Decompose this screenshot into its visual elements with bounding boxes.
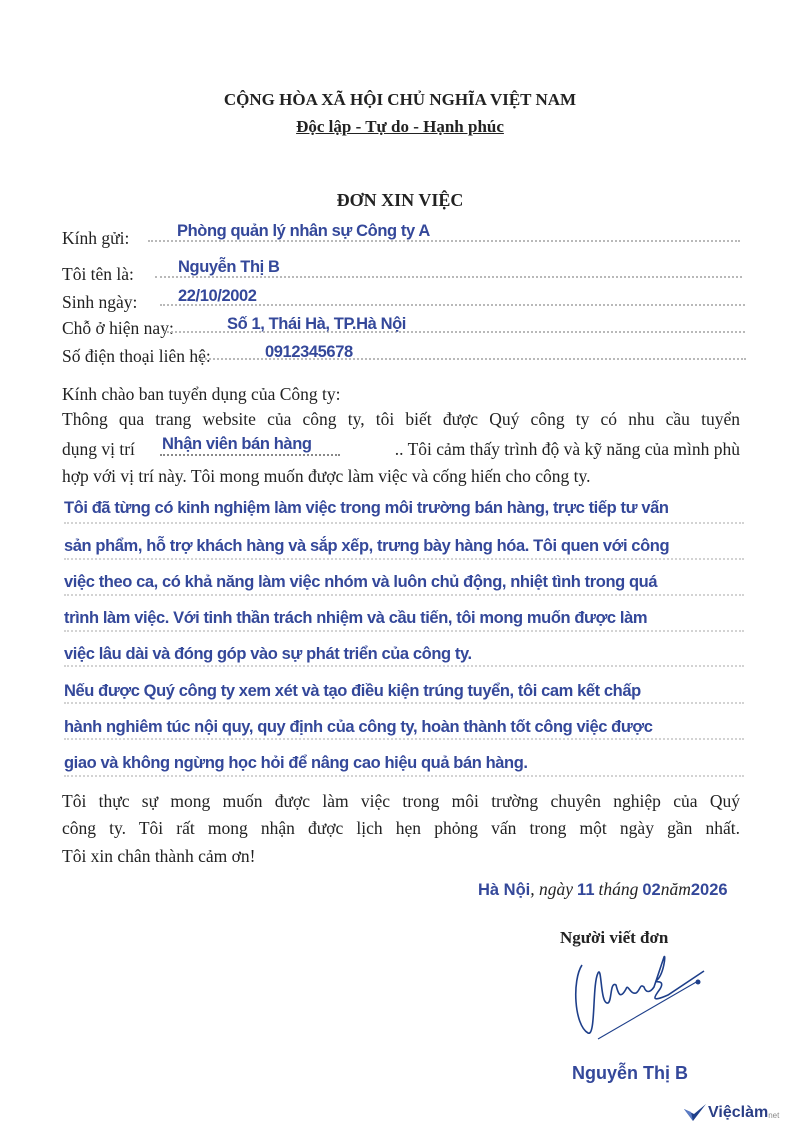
signer-label: Người viết đơn [560,928,669,947]
date-day[interactable]: 11 [577,881,595,899]
intro-line-2-prefix: dụng vị trí [62,439,135,459]
experience-line[interactable]: việc lâu dài và đóng góp vào sự phát triển của công ty. [64,645,472,663]
field-value-address[interactable]: Số 1, Thái Hà, TP.Hà Nội [227,315,406,333]
date-year-label: năm [660,879,691,899]
closing-line: Tôi xin chân thành cảm ơn! [62,846,256,866]
intro-line-3: hợp với vị trí này. Tôi mong muốn được làm việc và cống hiến cho công ty. [62,466,591,486]
field-label-recipient: Kính gửi: [62,228,130,248]
experience-line[interactable]: sản phẩm, hỗ trợ khách hàng và sắp xếp, trưng bày hàng hóa. Tôi quen với công [64,537,670,555]
vieclam-logo [684,1104,779,1122]
date-place[interactable]: Hà Nội [478,881,531,899]
dotted-line [64,522,744,524]
commitment-line[interactable]: giao và không ngừng học hỏi để nâng cao hiệu quả bán hàng. [64,754,528,772]
document-title: ĐƠN XIN VIỆC [336,190,464,210]
date-year[interactable]: 2026 [690,881,728,899]
dotted-line [64,630,744,632]
intro-line-1: Thông qua trang website của công ty, tôi biết được Quý công ty có nhu cầu tuyển [62,409,740,429]
closing-line: Tôi thực sự mong muốn được làm việc trong môi trường chuyên nghiệp của Quý [62,791,740,811]
logo-suffix: net [768,1111,780,1120]
field-value-name[interactable]: Nguyễn Thị B [178,258,280,276]
date-month-label: tháng [598,879,639,899]
commitment-line[interactable]: hành nghiêm túc nội quy, quy định của công ty, hoàn thành tốt công việc được [64,718,653,736]
field-value-birthdate[interactable]: 22/10/2002 [178,287,257,305]
dotted-line [64,594,744,596]
date-month[interactable]: 02 [642,881,661,899]
dotted-line [64,775,744,777]
field-value-phone[interactable]: 0912345678 [265,343,353,361]
dotted-line [64,558,744,560]
experience-line[interactable]: việc theo ca, có khả năng làm việc nhóm và luôn chủ động, nhiệt tình trong quá [64,573,658,591]
field-label-birthdate: Sinh ngày: [62,292,138,312]
signer-name: Nguyễn Thị B [572,1063,688,1083]
experience-line[interactable]: trình làm việc. Với tinh thần trách nhiệm và cầu tiến, tôi mong muốn được làm [64,609,648,627]
logo-check-icon [684,1104,706,1122]
dotted-line [64,738,744,740]
date-line [478,878,728,901]
position-value[interactable]: Nhận viên bán hàng [162,435,312,453]
field-label-name: Tôi tên là: [62,264,134,284]
intro-line-2-suffix: .. Tôi cảm thấy trình độ và kỹ năng của mình phù [394,439,740,459]
date-day-label: , ngày [530,879,574,899]
commitment-line[interactable]: Nếu được Quý công ty xem xét và tạo điều kiện trúng tuyển, tôi cam kết chấp [64,682,641,700]
field-label-address: Chỗ ở hiện nay: [62,318,174,338]
motto: Độc lập - Tự do - Hạnh phúc [296,117,504,136]
logo-text: Việclàm [708,1104,769,1121]
signature-image [570,945,710,1045]
field-value-recipient[interactable]: Phòng quản lý nhân sự Công ty A [177,222,430,240]
nation-header: CỘNG HÒA XÃ HỘI CHỦ NGHĨA VIỆT NAM [223,90,577,109]
closing-line: công ty. Tôi rất mong nhận được lịch hẹn phỏng vấn trong một ngày gần nhất. [62,818,740,838]
dotted-line [64,702,744,704]
experience-line[interactable]: Tôi đã từng có kinh nghiệm làm việc trong môi trường bán hàng, trực tiếp tư vấn [64,499,669,517]
dotted-line [64,665,744,667]
greeting: Kính chào ban tuyển dụng của Công ty: [62,384,341,404]
motto-wrap [0,116,800,138]
field-label-phone: Số điện thoại liên hệ: [62,346,211,366]
